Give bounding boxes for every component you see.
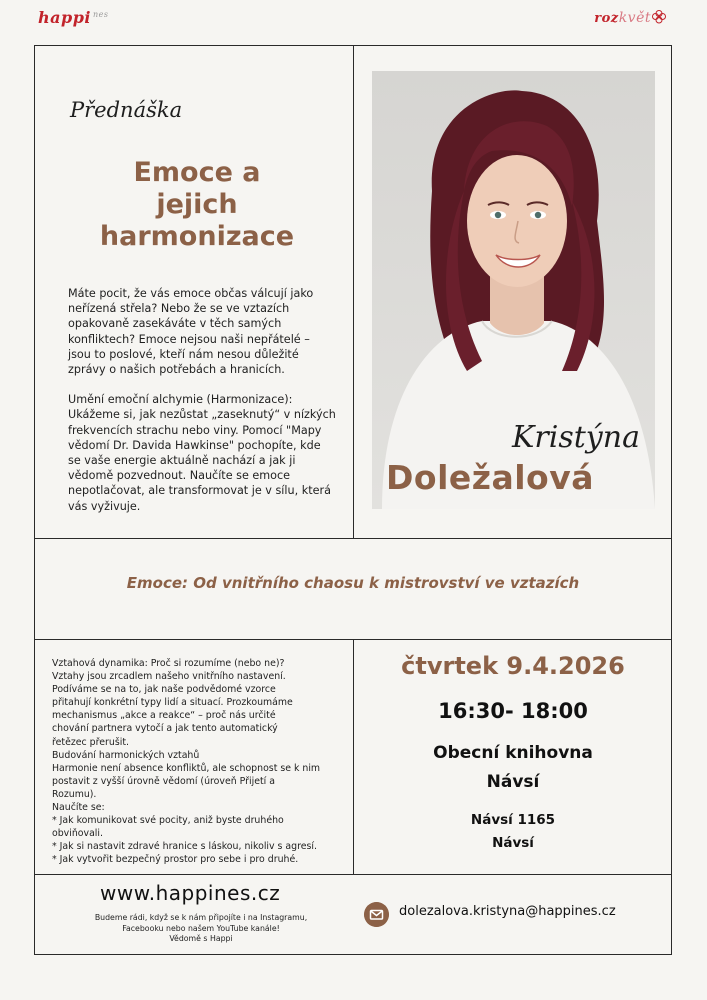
title-line: jejich bbox=[156, 189, 238, 220]
details-line: Podíváme se na to, jak naše podvědomé vzorce bbox=[52, 684, 276, 696]
details-line: přitahují konkrétní typy lidí a situací. Prozkoumáme bbox=[52, 697, 293, 709]
logo-right-bold: roz bbox=[594, 11, 619, 26]
details-line: * Jak vytvořit bezpečný prostor pro sebe i pro druhé. bbox=[52, 854, 299, 866]
event-time: 16:30- 18:00 bbox=[438, 699, 588, 723]
happines-logo bbox=[38, 8, 108, 27]
event-address bbox=[354, 809, 672, 855]
details-line: * Jak komunikovat své pocity, aniž byste druhého bbox=[52, 815, 284, 827]
divider-vertical-top bbox=[353, 45, 354, 539]
intro-paragraph-1: Máte pocit, že vás emoce občas válcují jako neřízená střela? Nebo že se ve vztazích opakovaně zasekáváte v těch samých konfliktech? Emoce nejsou naši nepřátelé – jsou to poslové, kteří nám nesou důležité zprávy o našich potřebách a hranicích. bbox=[68, 287, 314, 377]
event-date: čtvrtek 9.4.2026 bbox=[401, 652, 625, 680]
details-line: Budování harmonických vztahů bbox=[52, 749, 200, 761]
email-link[interactable]: dolezalova.kristyna@happines.cz bbox=[399, 904, 616, 919]
logo-sup: nes bbox=[92, 9, 109, 19]
details-line: * Jak si nastavit zdravé hranice s láskou, nikoliv s agresí. bbox=[52, 841, 318, 853]
details-line: Rozumu). bbox=[52, 788, 97, 800]
title-line: harmonizace bbox=[99, 221, 295, 252]
flower-icon bbox=[651, 9, 667, 25]
lecture-label: Přednáška bbox=[70, 98, 183, 122]
details-line: Harmonie není absence konfliktů, ale schopnost se k nim bbox=[52, 762, 321, 774]
venue-line: Návsí bbox=[486, 772, 540, 792]
logo-main: happi bbox=[38, 8, 91, 27]
event-details bbox=[52, 657, 348, 867]
details-line: obviňovali. bbox=[52, 828, 103, 840]
event-venue bbox=[354, 739, 672, 797]
intro-paragraph-2: Umění emoční alchymie (Harmonizace): Ukážeme si, jak nezůstat „zaseknutý“ v nízkých frekvencích strachu nebo viny. Pomocí "Mapy vědomí Dr. Davida Hawkinse" pochopíte, kde se vaše energie aktuálně nachází a jak ji vědomě pozvednout. Naučíte se emoce nepotlačovat, ale transformovat je v sílu, která vás vyživuje. bbox=[68, 393, 336, 513]
venue-line: Obecní knihovna bbox=[433, 743, 593, 763]
speaker-last-name: Doležalová bbox=[386, 458, 594, 497]
address-line: Návsí 1165 bbox=[470, 812, 556, 828]
mail-icon bbox=[364, 902, 389, 927]
footer-note bbox=[68, 913, 334, 945]
logo-right-light: květ bbox=[618, 10, 651, 26]
rozkvet-logo bbox=[594, 10, 651, 26]
footer-note-line: Vědomě s Happi bbox=[169, 934, 233, 943]
details-line: Vztahová dynamika: Proč si rozumíme (nebo ne)? bbox=[52, 658, 285, 669]
details-line: řetězec přerušit. bbox=[52, 736, 129, 748]
intro-text bbox=[68, 286, 336, 529]
footer-note-line: Facebooku nebo našem YouTube kanále! bbox=[122, 923, 280, 933]
speaker-first-name: Kristýna bbox=[512, 420, 640, 455]
details-line: postavit z vyšší úrovně vědomí (úroveň Přijetí a bbox=[52, 775, 275, 787]
details-line: Naučíte se: bbox=[52, 802, 105, 814]
lecture-title bbox=[70, 157, 324, 253]
address-line: Návsí bbox=[492, 835, 534, 851]
details-line: mechanismus „akce a reakce“ – proč nás určité bbox=[52, 710, 276, 722]
event-subtitle: Emoce: Od vnitřního chaosu k mistrovství ve vztazích bbox=[126, 574, 580, 592]
details-line: chování partnera vytočí a jak tento automatický bbox=[52, 723, 278, 735]
website-link[interactable]: www.happines.cz bbox=[100, 881, 281, 905]
details-line: Vztahy jsou zrcadlem našeho vnitřního nastavení. bbox=[52, 671, 286, 683]
title-line: Emoce a bbox=[133, 157, 261, 188]
footer-note-line: Budeme rádi, když se k nám připojíte i na Instagramu, bbox=[94, 913, 308, 922]
